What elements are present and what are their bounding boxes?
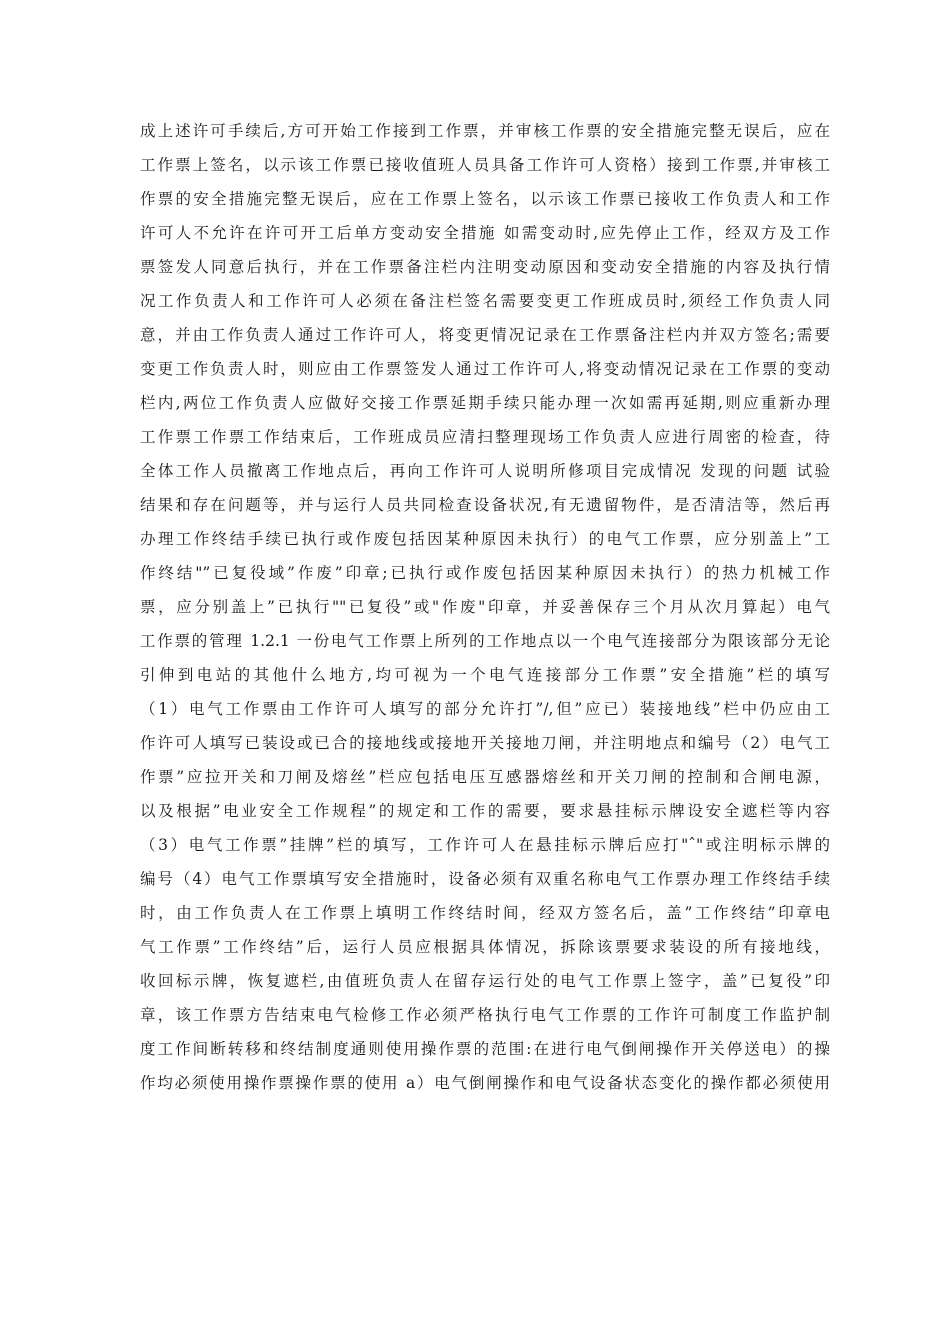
text-line: 变更工作负责人时，则应由工作票签发人通过工作许可人,将变动情况记录在工作票的变动 bbox=[140, 360, 830, 378]
text-line: 工作票工作票工作结束后，工作班成员应清扫整理现场工作负责人应进行周密的检查，待 bbox=[140, 428, 830, 446]
text-line: 收回标示牌，恢复遮栏,由值班负责人在留存运行处的电气工作票上签字，盖”已复役”印 bbox=[140, 972, 830, 990]
text-line: 作终结"”已复役域”作废”印章;已执行或作废包括因某种原因未执行）的热力机械工作 bbox=[140, 564, 830, 582]
text-line: 意，并由工作负责人通过工作许可人，将变更情况记录在工作票备注栏内并双方签名;需要 bbox=[140, 326, 830, 344]
text-line: 气工作票”工作终结”后，运行人员应根据具体情况，拆除该票要求装设的所有接地线， bbox=[140, 938, 830, 956]
text-line: 时，由工作负责人在工作票上填明工作终结时间，经双方签名后，盖”工作终结”印章电 bbox=[140, 904, 830, 922]
text-line: 成上述许可手续后,方可开始工作接到工作票，并审核工作票的安全措施完整无误后，应在 bbox=[140, 122, 830, 140]
text-line: 度工作间断转移和终结制度通则使用操作票的范围:在进行电气倒闸操作开关停送电）的操 bbox=[140, 1040, 830, 1058]
text-line: 栏内,两位工作负责人应做好交接工作票延期手续只能办理一次如需再延期,则应重新办理 bbox=[140, 394, 830, 412]
text-line: 工作票上签名，以示该工作票已接收值班人员具备工作许可人资格）接到工作票,并审核工 bbox=[140, 156, 830, 174]
text-line: 作均必须使用操作票操作票的使用 a）电气倒闸操作和电气设备状态变化的操作都必须使用 bbox=[140, 1074, 830, 1092]
text-line: 作许可人填写已装设或已合的接地线或接地开关接地刀闸，并注明地点和编号（2）电气工 bbox=[140, 734, 830, 752]
text-line: 以及根据”电业安全工作规程”的规定和工作的需要，要求悬挂标示牌设安全遮栏等内容 bbox=[140, 802, 830, 820]
body-text bbox=[140, 114, 830, 1100]
text-line: 引伸到电站的其他什么地方,均可视为一个电气连接部分工作票”安全措施”栏的填写 bbox=[140, 666, 830, 684]
text-line: 章，该工作票方告结束电气检修工作必须严格执行电气工作票的工作许可制度工作监护制 bbox=[140, 1006, 830, 1024]
text-line: 票签发人同意后执行，并在工作票备注栏内注明变动原因和变动安全措施的内容及执行情 bbox=[140, 258, 830, 276]
text-line: 全体工作人员撤离工作地点后，再向工作许可人说明所修项目完成情况 发现的问题 试验 bbox=[140, 462, 830, 480]
text-line: 况工作负责人和工作许可人必须在备注栏签名需要变更工作班成员时,须经工作负责人同 bbox=[140, 292, 830, 310]
text-line: 作票的安全措施完整无误后，应在工作票上签名，以示该工作票已接收工作负责人和工作 bbox=[140, 190, 830, 208]
text-line: 票，应分别盖上”已执行""已复役”或"作废"印章，并妥善保存三个月从次月算起）电气 bbox=[140, 598, 830, 616]
text-line: 许可人不允许在许可开工后单方变动安全措施 如需变动时,应先停止工作，经双方及工作 bbox=[140, 224, 830, 242]
text-line: （3）电气工作票”挂牌”栏的填写，工作许可人在悬挂标示牌后应打"ˆ"或注明标示牌的 bbox=[140, 836, 830, 854]
text-line: （1）电气工作票由工作许可人填写的部分允许打”/,但”应已）装接地线”栏中仍应由工 bbox=[140, 700, 830, 718]
text-line: 办理工作终结手续已执行或作废包括因某种原因未执行）的电气工作票，应分别盖上”工 bbox=[140, 530, 830, 548]
text-line: 作票”应拉开关和刀闸及熔丝”栏应包括电压互感器熔丝和开关刀闸的控制和合闸电源， bbox=[140, 768, 830, 786]
text-line: 结果和存在问题等，并与运行人员共同检查设备状况,有无遗留物件，是否清洁等，然后再 bbox=[140, 496, 830, 514]
text-line: 工作票的管理 1.2.1 一份电气工作票上所列的工作地点以一个电气连接部分为限该部分无论 bbox=[140, 632, 830, 650]
text-line: 编号（4）电气工作票填写安全措施时，设备必须有双重名称电气工作票办理工作终结手续 bbox=[140, 870, 830, 888]
